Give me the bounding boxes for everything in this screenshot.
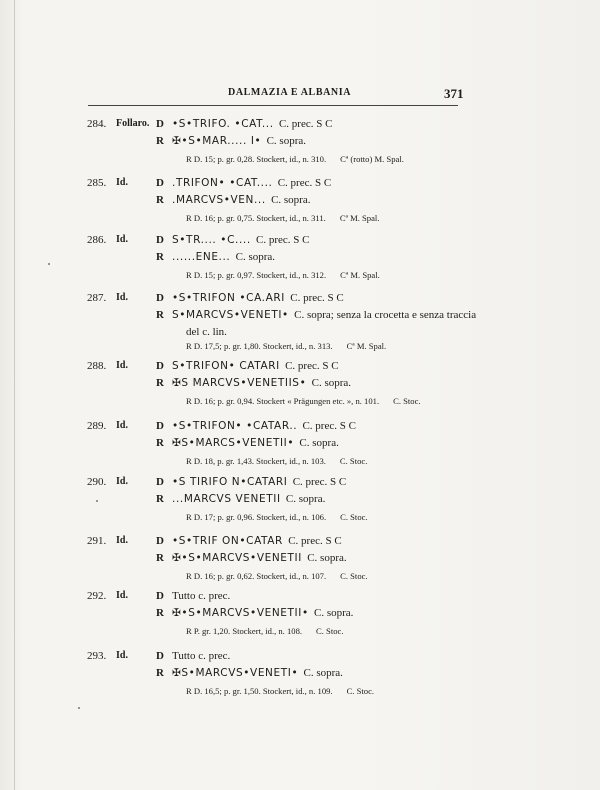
obverse-line [172,476,346,488]
entry-denomination: Id. [116,650,128,661]
reverse-line [172,377,351,389]
specimen-collection: Cª M. Spal. [339,213,380,223]
reverse-legend: .MARCVS•VEN... [172,194,266,206]
catalogue-entry [0,118,600,178]
reverse-symbol: R [156,377,164,389]
entry-number: 292. [87,590,107,602]
reverse-symbol: R [156,667,164,679]
obverse-symbol: D [156,292,164,304]
reverse-legend: ......ENE... [172,251,231,263]
entry-denomination: Id. [116,177,128,188]
obverse-description: C. prec. S C [256,234,310,246]
header-rule [88,105,458,106]
reverse-symbol: R [156,437,164,449]
specimen-measurements: R D. 15; p. gr. 0,28. Stockert, id., n. 310. [186,154,327,164]
obverse-line [172,650,230,662]
entry-denomination: Id. [116,420,128,431]
reverse-legend: S•MARCVS•VENETI• [172,309,289,321]
reverse-symbol: R [156,552,164,564]
reverse-legend: ✠•S•MARCVS•VENETII [172,552,302,564]
obverse-description: C. prec. S C [292,476,347,488]
catalogue-entry [0,177,600,237]
entry-number: 288. [87,360,107,372]
entry-number: 287. [87,292,107,304]
obverse-description: Tutto c. prec. [172,590,231,602]
reverse-legend: ✠•S•MARCVS•VENETII• [172,607,309,619]
reverse-line [172,552,347,564]
entry-number: 290. [87,476,107,488]
entry-number: 293. [87,650,107,662]
catalogue-entry [0,292,600,352]
reverse-description: C. sopra. [311,377,352,389]
obverse-legend: •S•TRIFO. •CAT... [172,118,274,130]
entry-number: 289. [87,420,107,432]
specimen-measurements: R D. 15; p. gr. 0,97. Stockert, id., n. 312. [186,270,327,280]
specimen-collection: Cª M. Spal. [346,341,387,351]
specimen-details [186,154,404,164]
entry-denomination: Id. [116,535,128,546]
entry-denomination: Id. [116,590,128,601]
obverse-description: C. prec. S C [290,292,344,304]
reverse-line [172,437,339,449]
obverse-legend: •S•TRIFON• •CATAR.. [172,420,298,432]
obverse-legend: S•TRIFON• CATARI [172,360,280,372]
reverse-symbol: R [156,251,164,263]
obverse-line [172,590,230,602]
catalogue-entry [0,360,600,420]
running-head: DALMAZIA E ALBANIA [228,87,352,98]
specimen-measurements: R P. gr. 1,20. Stockert, id., n. 108. [186,626,303,636]
obverse-description: C. prec. S C [285,360,339,372]
specimen-details [186,626,344,636]
specimen-collection: C. Stoc. [316,626,344,636]
reverse-symbol: R [156,194,164,206]
specimen-collection: Cª M. Spal. [340,270,380,280]
obverse-description: C. prec. S C [302,420,356,432]
reverse-line [172,251,275,263]
specimen-collection: C. Stoc. [340,571,368,581]
reverse-line [172,667,343,679]
reverse-symbol: R [156,493,164,505]
reverse-description: C. sopra. [285,493,326,505]
entry-denomination: Id. [116,476,128,487]
specimen-details [186,686,374,696]
specimen-measurements: R D. 17,5; p. gr. 1,80. Stockert, id., n. 313. [186,341,333,351]
specimen-details [186,213,379,223]
entry-denomination: Id. [116,360,128,371]
obverse-legend: •S TIRIFO N•CATARI [172,476,288,488]
specimen-details [186,512,368,522]
catalogue-entry [0,590,600,650]
reverse-description-continued: del c. lin. [186,326,227,338]
obverse-line [172,118,332,130]
specimen-collection: C. Stoc. [346,686,375,696]
obverse-symbol: D [156,234,164,246]
reverse-legend: ✠S•MARCS•VENETII• [172,437,295,449]
specimen-measurements: R D. 16; p. gr. 0,75. Stockert, id., n. 311. [186,213,326,223]
entry-number: 286. [87,234,107,246]
page-number: 371 [444,86,464,101]
catalogue-entry [0,650,600,710]
specimen-details [186,270,380,280]
reverse-legend: ✠•S•MAR..... I• [172,135,262,147]
obverse-line [172,360,339,372]
reverse-description: C. sopra. [235,251,276,263]
entry-denomination: Id. [116,234,128,245]
specimen-measurements: R D. 16,5; p. gr. 1,50. Stockert, id., n. 109. [186,686,333,696]
obverse-symbol: D [156,476,164,488]
reverse-line [172,194,310,206]
entry-number: 284. [87,118,107,130]
obverse-description: C. prec. S C [277,177,332,189]
reverse-description: C. sopra; senza la crocetta e senza traccia [294,309,477,321]
specimen-collection: C. Stoc. [339,456,368,466]
catalogue-entry [0,476,600,536]
specimen-details [186,341,386,351]
obverse-legend: •S•TRIFON •CA.ARI [172,292,285,304]
obverse-description: C. prec. S C [278,118,333,130]
specimen-collection: C. Stoc. [340,512,368,522]
obverse-symbol: D [156,118,164,130]
obverse-symbol: D [156,420,164,432]
catalogue-entry [0,535,600,595]
obverse-symbol: D [156,650,164,662]
speck [48,263,50,265]
obverse-symbol: D [156,535,164,547]
specimen-collection: C. Stoc. [393,396,421,406]
reverse-description: C. sopra. [299,437,339,449]
speck [96,500,98,502]
specimen-details [186,456,367,466]
obverse-line [172,234,310,246]
obverse-line [172,420,356,432]
obverse-line [172,177,331,189]
catalogue-entry [0,234,600,294]
specimen-measurements: R D. 16; p. gr. 0,62. Stockert, id., n. 107. [186,571,327,581]
entry-number: 291. [87,535,107,547]
reverse-legend: ✠S•MARCVS•VENETI• [172,667,299,679]
obverse-line [172,535,342,547]
reverse-legend: ✠S MARCVS•VENETIIS• [172,377,307,389]
reverse-description: C. sopra. [314,607,354,619]
reverse-symbol: R [156,135,164,147]
obverse-line [172,292,344,304]
specimen-details [186,571,368,581]
reverse-line [172,309,476,321]
obverse-legend: •S•TRIF ON•CATAR [172,535,283,547]
specimen-measurements: R D. 18, p. gr. 1,43. Stockert, id., n. 103. [186,456,326,466]
specimen-measurements: R D. 17; p. gr. 0,96. Stockert, id., n. 106. [186,512,327,522]
obverse-description: Tutto c. prec. [172,650,231,662]
catalogue-entry [0,420,600,480]
reverse-symbol: R [156,309,164,321]
reverse-description: C. sopra. [271,194,311,206]
reverse-line [172,493,325,505]
reverse-description: C. sopra. [307,552,347,564]
obverse-symbol: D [156,177,164,189]
specimen-collection: Cª (rotto) M. Spal. [340,154,404,164]
obverse-symbol: D [156,360,164,372]
obverse-legend: .TRIFON• •CAT.... [172,177,273,189]
specimen-measurements: R D. 16; p. gr. 0,94. Stockert « Prägungen etc. », n. 101. [186,396,380,406]
obverse-description: C. prec. S C [288,535,342,547]
reverse-description: C. sopra. [266,135,307,147]
reverse-legend: ...MARCVS VENETII [172,493,281,505]
entry-number: 285. [87,177,107,189]
reverse-symbol: R [156,607,164,619]
entry-denomination: Follaro. [116,118,150,129]
reverse-line [172,607,353,619]
obverse-symbol: D [156,590,164,602]
reverse-description: C. sopra. [303,667,343,679]
speck [78,707,80,709]
entry-denomination: Id. [116,292,128,303]
specimen-details [186,396,421,406]
reverse-line [172,135,306,147]
obverse-legend: S•TR.... •C.... [172,234,251,246]
